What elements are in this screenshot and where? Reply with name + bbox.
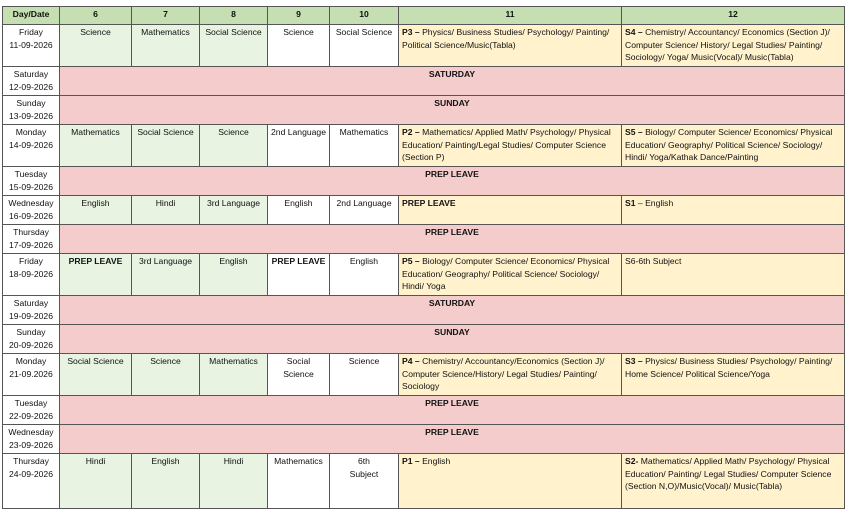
date-label: 11-09-2026 [9, 39, 53, 50]
table-row [3, 296, 845, 325]
header-row [3, 7, 845, 25]
class-7-cell: Science [132, 354, 200, 396]
class-7-cell: Hindi [132, 196, 200, 225]
paper-code: S2- [625, 456, 639, 466]
table-row [3, 167, 845, 196]
class-11-cell: PREP LEAVE [399, 196, 622, 225]
holiday-banner: SATURDAY [60, 67, 845, 96]
paper-subjects: Physics/ Business Studies/ Psychology/ Painting/ Home Science/ Political Science/Yoga [625, 356, 833, 379]
date-label: 20-09-2026 [9, 339, 53, 350]
class-6-cell: Mathematics [60, 125, 132, 167]
paper-code: S3 – [625, 356, 643, 366]
paper-subjects: Biology/ Computer Science/ Economics/ Physical Education/ Geography/ Political Science/ Sociology/ Hindi/ Yoga [402, 256, 610, 292]
class-8-cell: 3rd Language [200, 196, 268, 225]
day-label: Tuesday [14, 398, 48, 408]
day-date-cell [3, 125, 60, 167]
day-date-cell [3, 425, 60, 454]
class-10-cell: 6th Subject [330, 454, 399, 509]
table-row [3, 225, 845, 254]
class-7-cell: 3rd Language [132, 254, 200, 296]
class-6-cell: Social Science [60, 354, 132, 396]
class-12-cell [622, 196, 845, 225]
table-row [3, 254, 845, 296]
day-label: Saturday [13, 69, 49, 79]
table-row [3, 325, 845, 354]
date-label: 15-09-2026 [9, 181, 53, 192]
day-date-cell [3, 454, 60, 509]
class-10-cell: Social Science [330, 25, 399, 67]
day-label: Monday [15, 356, 47, 366]
holiday-banner: SATURDAY [60, 296, 845, 325]
day-label: Friday [19, 256, 43, 266]
date-label: 22-09-2026 [9, 410, 53, 421]
day-label: Tuesday [14, 169, 48, 179]
table-row [3, 425, 845, 454]
class-10-cell: 2nd Language [330, 196, 399, 225]
header-class-6: 6 [60, 7, 132, 25]
class-10-cell: Science [330, 354, 399, 396]
date-label: 18-09-2026 [9, 268, 53, 279]
date-label: 14-09-2026 [9, 139, 53, 150]
class-7-cell: Mathematics [132, 25, 200, 67]
table-row [3, 25, 845, 67]
class-12-cell [622, 125, 845, 167]
class-9-cell: Social Science [268, 354, 330, 396]
day-label: Wednesday [8, 427, 54, 437]
day-date-cell [3, 354, 60, 396]
paper-subjects: Mathematics/ Applied Math/ Psychology/ Physical Education/ Painting/Legal Studies/ Computer Science (Section P) [402, 127, 611, 163]
date-label: 23-09-2026 [9, 439, 53, 450]
day-date-cell [3, 67, 60, 96]
header-day-date: Day/Date [3, 7, 60, 25]
table-row [3, 354, 845, 396]
class-9-cell: English [268, 196, 330, 225]
prep-leave-banner: PREP LEAVE [60, 167, 845, 196]
header-class-7: 7 [132, 7, 200, 25]
paper-code: S1 [625, 198, 636, 208]
paper-code: S4 – [625, 27, 643, 37]
table-row [3, 96, 845, 125]
day-date-cell [3, 325, 60, 354]
paper-subjects: – English [637, 198, 674, 208]
day-label: Thursday [13, 227, 49, 237]
class-9-cell: PREP LEAVE [268, 254, 330, 296]
day-date-cell [3, 225, 60, 254]
class-9-cell: Science [268, 25, 330, 67]
paper-code: P1 – [402, 456, 420, 466]
paper-subjects: English [422, 456, 451, 466]
header-class-11: 11 [399, 7, 622, 25]
holiday-banner: SUNDAY [60, 96, 845, 125]
day-label: Sunday [16, 98, 46, 108]
day-label: Monday [15, 127, 47, 137]
class-12-cell [622, 354, 845, 396]
class-7-cell: Social Science [132, 125, 200, 167]
date-label: 24-09-2026 [9, 468, 53, 479]
table-row [3, 67, 845, 96]
class-11-cell [399, 125, 622, 167]
header-class-12: 12 [622, 7, 845, 25]
class-8-cell: English [200, 254, 268, 296]
holiday-banner: SUNDAY [60, 325, 845, 354]
day-label: Sunday [16, 327, 46, 337]
header-class-9: 9 [268, 7, 330, 25]
prep-leave-banner: PREP LEAVE [60, 225, 845, 254]
day-label: Thursday [13, 456, 49, 466]
table-row [3, 396, 845, 425]
table-row [3, 125, 845, 167]
day-label: Saturday [13, 298, 49, 308]
table-row [3, 454, 845, 509]
day-date-cell [3, 396, 60, 425]
paper-subjects: Chemistry/ Accountancy/Economics (Section J)/ Computer Science/History/ Legal Studies/ Painting/ Sociology [402, 356, 605, 392]
prep-leave-banner: PREP LEAVE [60, 425, 845, 454]
paper-subjects: Chemistry/ Accountancy/ Economics (Section J)/ Computer Science/ History/ Legal Studies/ Painting/ Sociology/ Yoga/ Music(Vocal)/ Music(Tabla) [625, 27, 830, 63]
date-label: 17-09-2026 [9, 239, 53, 250]
paper-code: P5 – [402, 256, 420, 266]
day-date-cell [3, 25, 60, 67]
table-row [3, 196, 845, 225]
header-class-10: 10 [330, 7, 399, 25]
class-11-cell [399, 254, 622, 296]
class-8-cell: Mathematics [200, 354, 268, 396]
class-11-cell [399, 25, 622, 67]
paper-code: P2 – [402, 127, 420, 137]
class-11-cell [399, 454, 622, 509]
paper-code: P4 – [402, 356, 420, 366]
class-8-cell: Social Science [200, 25, 268, 67]
class-12-cell [622, 25, 845, 67]
header-class-8: 8 [200, 7, 268, 25]
date-label: 19-09-2026 [9, 310, 53, 321]
exam-schedule-table [2, 6, 845, 509]
class-12-cell: S6-6th Subject [622, 254, 845, 296]
class-9-cell: Mathematics [268, 454, 330, 509]
day-date-cell [3, 296, 60, 325]
date-label: 21-09.2026 [9, 368, 53, 379]
class-10-cell: English [330, 254, 399, 296]
day-date-cell [3, 96, 60, 125]
class-10-cell: Mathematics [330, 125, 399, 167]
day-label: Wednesday [8, 198, 54, 208]
date-label: 16-09-2026 [9, 210, 53, 221]
class-8-cell: Science [200, 125, 268, 167]
class-12-cell [622, 454, 845, 509]
paper-subjects: Biology/ Computer Science/ Economics/ Physical Education/ Geography/ Political Science/ Sociology/ Hindi/ Yoga/Kathak Dance/Painting [625, 127, 833, 163]
date-label: 12-09-2026 [9, 81, 53, 92]
date-label: 13-09-2026 [9, 110, 53, 121]
class-8-cell: Hindi [200, 454, 268, 509]
day-date-cell [3, 196, 60, 225]
paper-code: S5 – [625, 127, 643, 137]
class-9-cell: 2nd Language [268, 125, 330, 167]
class-6-cell: English [60, 196, 132, 225]
paper-code: P3 – [402, 27, 420, 37]
paper-subjects: Physics/ Business Studies/ Psychology/ Painting/ Political Science/Music(Tabla) [402, 27, 610, 50]
prep-leave-banner: PREP LEAVE [60, 396, 845, 425]
class-11-cell [399, 354, 622, 396]
day-date-cell [3, 254, 60, 296]
class-6-cell: Hindi [60, 454, 132, 509]
day-date-cell [3, 167, 60, 196]
class-6-cell: Science [60, 25, 132, 67]
paper-subjects: Mathematics/ Applied Math/ Psychology/ Physical Education/ Painting/ Legal Studies/ Computer Science (Section N,O)/Music(Vocal)/ Music(Tabla) [625, 456, 832, 492]
day-label: Friday [19, 27, 43, 37]
class-6-cell: PREP LEAVE [60, 254, 132, 296]
class-7-cell: English [132, 454, 200, 509]
